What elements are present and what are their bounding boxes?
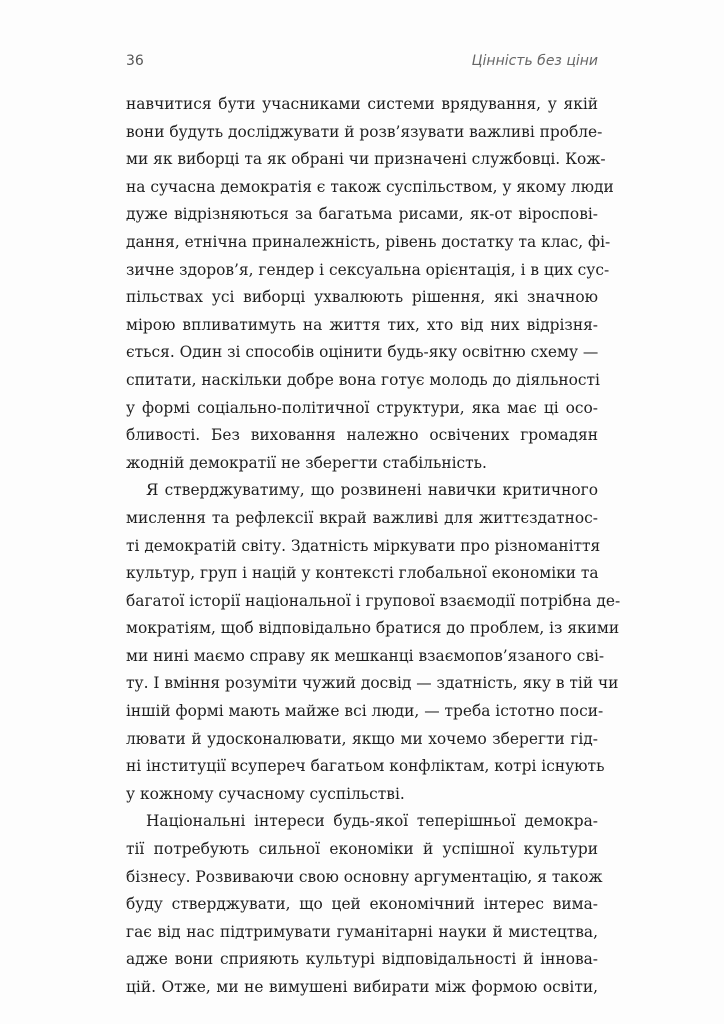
text-line: Я стверджуватиму, що розвинені навички критичного bbox=[146, 481, 598, 500]
text-line: у кожному сучасному суспільстві. bbox=[126, 784, 405, 803]
text-line: ється. Один зі способів оцінити будь-яку освітню схему — bbox=[126, 343, 599, 362]
paragraph bbox=[126, 91, 614, 477]
text-line: бізнесу. Розвиваючи свою основну аргументацію, я також bbox=[126, 867, 603, 886]
text-line: вони будуть досліджувати й розв’язувати важливі пробле- bbox=[126, 122, 603, 141]
text-line: цій. Отже, ми не вимушені вибирати між формою освіти, bbox=[126, 978, 598, 996]
text-line: мислення та рефлексії вкрай важливі для життєздатнос- bbox=[126, 508, 598, 527]
paragraph bbox=[126, 477, 621, 808]
text-line: у формі соціально-політичної структури, яка має ці осо- bbox=[126, 398, 598, 417]
text-line: навчитися бути учасниками системи врядування, у якій bbox=[126, 95, 598, 113]
text-line: багатої історії національної і групової взаємодії потрібна де- bbox=[126, 591, 621, 610]
text-line: буду стверджувати, що цей економічний інтерес вима- bbox=[126, 895, 598, 914]
text-line: на сучасна демократія є також суспільством, у якому люди bbox=[126, 177, 614, 196]
text-line: культур, груп і націй у контексті глобальної економіки та bbox=[126, 564, 599, 583]
running-title: Цінність без ціни bbox=[471, 53, 598, 69]
text-line: ту. І вміння розуміти чужий досвід — здатність, яку в тій чи bbox=[126, 674, 619, 693]
text-line: бливості. Без виховання належно освічених громадян bbox=[126, 426, 598, 445]
text-line: ми нині маємо справу як мешканці взаємопов’язаного сві- bbox=[126, 646, 605, 665]
text-line: тії потребують сильної економіки й успішної культури bbox=[126, 840, 598, 859]
text-line: іншій формі мають майже всі люди, — треба істотно поси- bbox=[126, 702, 604, 721]
text-line: ми як виборці та як обрані чи призначені службовці. Кож- bbox=[126, 150, 606, 169]
text-line: дуже відрізняються за багатьма рисами, як-от віроспові- bbox=[126, 205, 598, 224]
text-line: адже вони сприяють культурі відповідальності й іннова- bbox=[126, 950, 598, 969]
text-line: мократіям, щоб відповідально братися до проблем, із якими bbox=[126, 619, 620, 638]
text-line: гає від нас підтримувати гуманітарні науки й мистецтва, bbox=[126, 922, 598, 941]
page-number: 36 bbox=[126, 53, 144, 69]
body-text bbox=[126, 91, 621, 1002]
text-line: дання, етнічна приналежність, рівень достатку та клас, фі- bbox=[126, 232, 611, 251]
text-line: зичне здоров’я, гендер і сексуальна орієнтація, і в цих сус- bbox=[126, 260, 610, 279]
paragraph bbox=[126, 808, 603, 1001]
text-line: жодній демократії не зберегти стабільність. bbox=[126, 453, 487, 472]
text-line: мірою впливатимуть на життя тих, хто від них відрізня- bbox=[126, 315, 598, 334]
text-line: спитати, наскільки добре вона готує молодь до діяльності bbox=[126, 370, 600, 389]
running-header bbox=[126, 53, 598, 69]
text-line: пільствах усі виборці ухвалюють рішення, які значною bbox=[126, 288, 598, 307]
text-line: ні інституції всупереч багатьом конфліктам, котрі існують bbox=[126, 757, 605, 776]
text-line: ті демократій світу. Здатність міркувати про різноманіття bbox=[126, 536, 601, 555]
text-line: лювати й удосконалювати, якщо ми хочемо зберегти гід- bbox=[126, 729, 598, 748]
text-line: Національні інтереси будь-якої теперішньої демокра- bbox=[146, 812, 598, 831]
